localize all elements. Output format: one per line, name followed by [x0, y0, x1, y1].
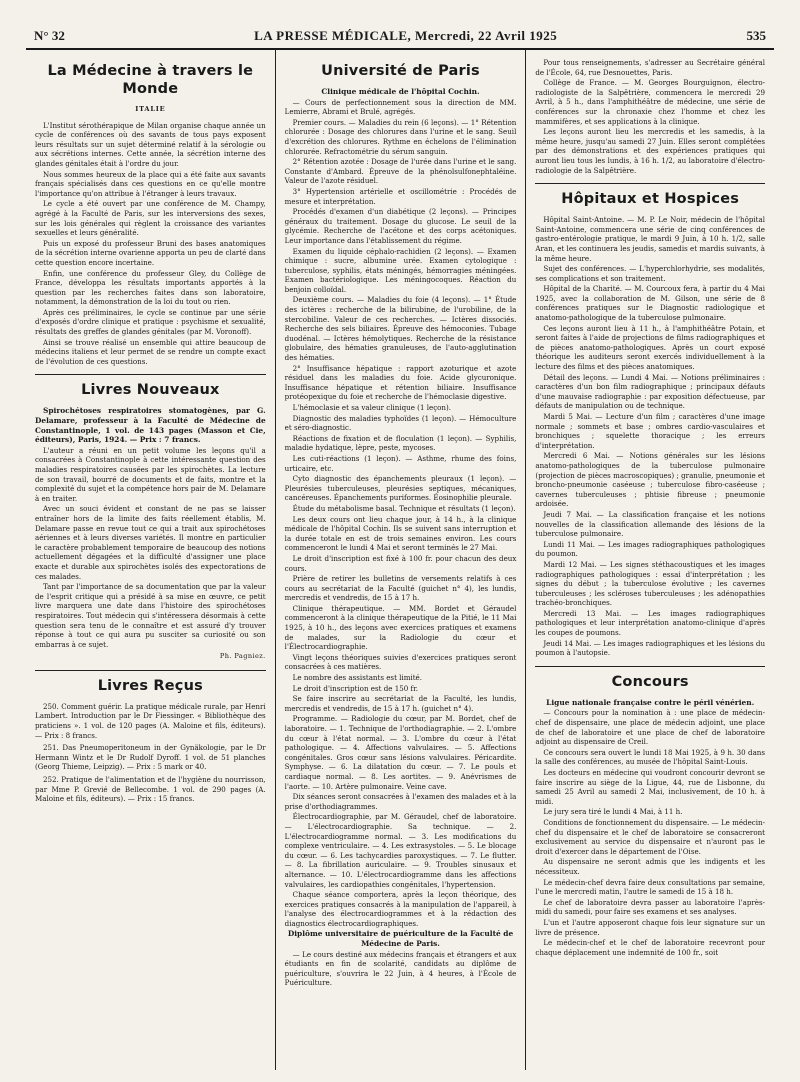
- paragraph: Étude du métabolisme basal. Technique et résultats (1 leçon).: [292, 503, 516, 513]
- paragraph: Électrocardiographie, par M. Géraudel, chef de laboratoire. — L'électrocardiographie. Sa technique. — 2. L'électrocardiogramme normal. — 3. Les modifications du complexe ventriculaire. — 4. Les extrasystoles. — 5. Le blocage du cœur. — 6. Les tachycardies paroxystiques. — 7. Le flutter. — 8. La fibrillation auriculaire. — 9. Troubles sinusaux et alternance. — 10. L'électrocardiogramme dans les affections valvulaires, les cardiopathies congénitales, l'hypertension.: [284, 812, 517, 889]
- paragraph: Avec un souci évident et constant de ne pas se laisser entraîner hors de la limite des faits réellement établis, M. Delamare passe en revue tout ce qui a trait aux spirochétoses aériennes et à leurs diverses variétés. Il montre en particulier le caractère probablement temporaire de beaucoup des notions actuellement dégagées et la difficulté d'assigner une place exacte et durable aux spirochètes isolés des expectorations de ces malades.: [35, 504, 266, 581]
- paragraph: Dix séances seront consacrées à l'examen des malades et à la prise d'orthodiagrammes.: [284, 792, 517, 811]
- paragraph: Ainsi se trouve réalisé un ensemble qui attire beaucoup de médecins italiens et leur permet de se rendre un compte exact de l'évolution de ces questions.: [35, 337, 266, 366]
- paragraph: Le droit d'inscription est fixé à 100 fr. pour chacun des deux cours.: [284, 553, 517, 573]
- paragraph: Mercredi 13 Mai. — Les images radiographiques pathologiques et leur interprétation anatomo-clinique d'après les coupes de poumons.: [535, 608, 766, 638]
- book-entry: 250. Comment guérir. La pratique médicale rurale, par Henri Lambert. Introduction par le Dr Fiessinger. « Bibliothèque des praticiens ». 1 vol. de 120 pages (A. Maloine et fils, éditeurs). — Prix : 8 francs.: [35, 701, 266, 740]
- article-heading-puericulture: Diplôme universitaire de puériculture de la Faculté de Médecine de Paris.: [287, 929, 514, 949]
- section-title-livres-nouveaux: Livres Nouveaux: [81, 382, 220, 399]
- section-title-concours: Concours: [611, 673, 689, 690]
- paragraph: Les leçons auront lieu les mercredis et les samedis, à la même heure, jusqu'au samedi 27 Juin. Elles seront complétées par des démonstrations et des expériences pratiques qui auront lieu tous les lundis, à 16 h. 1/2, au laboratoire d'électro-radiologie de la Salpêtrière.: [535, 127, 766, 175]
- paragraph: L'un et l'autre apposeront chaque fois leur signature sur un livre de présence.: [535, 917, 766, 937]
- paragraph: Jeudi 7 Mai. — La classification française et les notions nouvelles de la classification allemande des lésions de la tuberculose pulmonaire.: [535, 509, 766, 539]
- paragraph: Ce concours sera ouvert le lundi 18 Mai 1925, à 9 h. 30 dans la salle des conférences, au musée de l'hôpital Saint-Louis.: [535, 747, 766, 767]
- paragraph: Lundi 11 Mai. — Les images radiographiques pathologiques du poumon.: [535, 539, 766, 559]
- journal-title: LA PRESSE MÉDICALE, Mercredi, 22 Avril 1925: [254, 28, 558, 43]
- section-title-livres-recus: Livres Reçus: [97, 677, 203, 694]
- column-middle: [275, 50, 527, 1070]
- paragraph: Diagnostic des maladies typhoïdes (1 leçon). — Hémoculture et séro-diagnostic.: [284, 413, 517, 433]
- paragraph: Hôpital Saint-Antoine. — M. P. Le Noir, médecin de l'hôpital Saint-Antoine, commencera une série de cinq conférences de gastro-entérologie pratique, le mardi 9 Juin, à 10 h. 1/2, salle Aran, et les continuera les jeudis, samedis et mardis suivants, à la même heure.: [535, 215, 766, 263]
- paragraph: Puis un exposé du professeur Bruni des bases anatomiques de la sécrétion interne ovarienne apporta un peu de clarté dans cette question encore incertaine.: [35, 238, 266, 267]
- divider: [35, 670, 266, 671]
- paragraph: Tant par l'importance de sa documentation que par la valeur de l'esprit critique qui a présidé à sa mise en œuvre, ce petit livre marquera une date dans l'histoire des spirochétoses respiratoires. Tout médecin qui s'intéressera désormais à cette question sera tenu de le connaître et est assuré d'y trouver réponse à tout ce qui aura pu susciter sa curiosité ou son embarras à ce sujet.: [35, 582, 266, 649]
- paragraph: Programme. — Radiologie du cœur, par M. Bordet, chef de laboratoire. — 1. Technique de l'orthodiagraphie. — 2. L'ombre du cœur à l'état normal. — 3. L'ombre du cœur à l'état pathologique. — 4. Affections valvulaires. — 5. Affections congénitales. Gros cœur sans lésions valvulaires. Péricardite. Symphyse. — 6. La dilatation du cœur. — 7. Le pouls et cardiaque normal. — 8. Les aortites. — 9. Anévrismes de l'aorte. — 10. Artère pulmonaire. Veine cave.: [284, 714, 517, 791]
- paragraph: Le chef de laboratoire devra passer au laboratoire l'après-midi du samedi, pour faire ses examens et ses analyses.: [535, 897, 766, 917]
- paragraph: Procédés d'examen d'un diabétique (2 leçons). — Principes généraux du traitement. Dosage du glucose. Le seuil de la glycémie. Recherche de l'acétone et des corps acétoniques. Leur importance dans l'établissement du régime.: [284, 207, 517, 245]
- paragraph: Nous sommes heureux de la place qui a été faite aux savants français spécialisés dans ces questions en ce qu'elle montre l'importance qu'on attribue à l'étranger à leurs travaux.: [35, 169, 266, 198]
- paragraph: Au dispensaire ne seront admis que les indigents et les nécessiteux.: [535, 857, 766, 876]
- paragraph: Après ces préliminaires, le cycle se continue par une série d'exposés d'ordre clinique et pratique : psychisme et sexualité, résultats des greffes de glandes génitales (par M. Voronoff).: [35, 307, 266, 337]
- paragraph: Vingt leçons théoriques suivies d'exercices pratiques seront consacrées à ces matières.: [284, 652, 517, 672]
- paragraph: L'auteur a réuni en un petit volume les leçons qu'il a consacrées à Constantinople à cette intéressante question des maladies respiratoires causées par les spirochètes. La lecture de son travail, bourré de documents et de faits, montre et la complexité du sujet et la compétence hors pair de M. Delamare à en traiter.: [35, 445, 266, 503]
- paragraph: Détail des leçons. — Lundi 4 Mai. — Notions préliminaires : caractères d'un bon film radiographique ; principaux défauts d'une mauvaise radiographie : par exposition défectueuse, par défauts de manipulation ou de technique.: [535, 372, 766, 411]
- article-italie: [35, 121, 266, 367]
- paragraph: Le médecin-chef devra faire deux consultations par semaine, l'une le mercredi matin, l'autre le samedi de 15 à 18 h.: [535, 877, 766, 897]
- paragraph: Examen du liquide céphalo-rachidien (2 leçons). — Examen chimique : sucre, albumine urée. Examen cytologique : tuberculose, syphilis, états méningés, hémorragies méningées. Examen bactériologique. Les méningocoques. Réaction du benjoin colloïdal.: [284, 246, 517, 294]
- paragraph: L'hémoclasie et sa valeur clinique (1 leçon).: [292, 403, 452, 412]
- article-heading-ligue: Ligue nationale française contre le péril vénérien.: [546, 697, 755, 707]
- paragraph: L'Institut sérothérapique de Milan organise chaque année un cycle de conférences où des savants de tous pays exposent leurs résultats sur un sujet déterminé relatif à la sérologie ou aux sécrétions internes. Cette année, la sécrétion interne des glandes génitales était à l'ordre du jour.: [35, 120, 266, 168]
- section-title-universite: Université de Paris: [321, 63, 480, 79]
- paragraph: Conditions de fonctionnement du dispensaire. — Le médecin-chef du dispensaire et le chef de laboratoire se consacreront exclusivement au service du dispensaire et n'auront pas le droit d'exercer dans le département de l'Oise.: [535, 817, 766, 856]
- paragraph: Mardi 5 Mai. — Lecture d'un film ; caractères d'une image normale ; sommets et base ; ombres cardio-vasculaires et bronchiques ; squelette thoracique ; les erreurs d'interprétation.: [535, 412, 766, 450]
- divider: [35, 374, 266, 375]
- article-heading-cochin: Clinique médicale de l'hôpital Cochin.: [321, 87, 480, 96]
- book-entry: 252. Pratique de l'alimentation et de l'hygiène du nourrisson, par Mme P. Grevié de Bellecombe. 1 vol. de 290 pages (A. Maloine et fils, éditeurs). — Prix : 15 francs.: [35, 775, 266, 804]
- paragraph: Premier cours. — Maladies du rein (6 leçons). — 1° Rétention chlorurée : Dosage des chlorures dans l'urine et le sang. Seuil d'excrétion des chlorures. Rythme en échelons de l'élimination chlorurée. Refractométrie du sérum sanguin.: [284, 117, 517, 156]
- paragraph: — Cours de perfectionnement sous la direction de MM. Lemierre, Abrami et Brulé, agrégés.: [284, 97, 517, 117]
- divider: [535, 183, 765, 184]
- paragraph: Le droit d'inscription est de 150 fr.: [292, 683, 418, 693]
- paragraph: 2° Rétention azotée : Dosage de l'urée dans l'urine et le sang. Constante d'Ambard. Épreuve de la phénolsulfonephtaléine. Valeur de l'azote résiduel.: [284, 157, 517, 186]
- page-header: [26, 6, 774, 50]
- paragraph: Deuxième cours. — Maladies du foie (4 leçons). — 1° Étude des ictères : recherche de la bilirubine, de l'urobiline, de la stercobiline. Valeur de ces recherches. — Ictères dissociés. Recherche des sels biliaires. Épreuve des hémoconies. Tubage duodénal. — Ictères hémolytiques. Recherche de la résistance globulaire, des hématies granuleuses, de l'auto-agglutination des hématies.: [284, 295, 517, 363]
- page-number: 535: [746, 28, 766, 43]
- author-signature: Ph. Pagniez.: [219, 652, 266, 661]
- paragraph: Enfin, une conférence du professeur Gley, du Collège de France, développa les résultats importants apportés à la question par les recherches faites dans son laboratoire, notamment, la démonstration de la loi du tout ou rien.: [35, 268, 266, 307]
- paragraph: Réactions de fixation et de floculation (1 leçon). — Syphilis, maladie hydatique, lèpre, peste, mycoses.: [284, 433, 517, 453]
- paragraph: Clinique thérapeutique. — MM. Bordet et Géraudel commenceront à la clinique thérapeutique de la Pitié, le 11 Mai 1925, à 10 h., des leçons avec exercices pratiques et examens de malades, sur la Radiologie du cœur et l'Électrocardiographie.: [284, 603, 517, 652]
- paragraph: Mercredi 6 Mai. — Notions générales sur les lésions anatomo-pathologiques de la tuberculose pulmonaire (projection de pièces macroscopiques) ; granulie, pneumonie et broncho-pneumonie caséeuse ; tuberculose fibro-caséeuse ; cavernes tuberculeuses ; phtisie fibreuse ; pneumonie ardoisée.: [535, 451, 766, 509]
- column-left: [26, 50, 275, 1070]
- paragraph: Se faire inscrire au secrétariat de la Faculté, les lundis, mercredis et vendredis, de 15 à 17 h. (guichet n° 4).: [284, 694, 517, 713]
- paragraph: — Concours pour la nomination à : une place de médecin-chef de dispensaire, une place de médecin adjoint, une place de chef de laboratoire et une place de chef de laboratoire adjoint au dispensaire de Creil.: [535, 708, 766, 747]
- paragraph: Hôpital de la Charité. — M. Courcoux fera, à partir du 4 Mai 1925, avec la collaboration de M. Gilson, une série de 8 conférences pratiques sur le Diagnostic radiologique et anatomo-pathologique de la tuberculose pulmonaire.: [535, 284, 766, 323]
- paragraph: Cyto diagnostic des épanchements pleuraux (1 leçon). — Pleurésies tuberculeuses, pleurésies septiques, mécaniques, cancéreuses. Épanchements puriformes. Éosinophilie pleurale.: [284, 474, 517, 503]
- paragraph: Les docteurs en médecine qui voudront concourir devront se faire inscrire au siège de la Ligue, 44, rue de Lisbonne, du samedi 25 Avril au samedi 2 Mai, inclusivement, de 10 h. à midi.: [535, 768, 766, 806]
- paragraph: Jeudi 14 Mai. — Les images radiographiques et les lésions du poumon à l'autopsie.: [535, 638, 766, 658]
- paragraph: Mardi 12 Mai. — Les signes stéthacoustiques et les images radiographiques pathologiques : essai d'interprétation ; les signes du début ; la tuberculose évolutive ; les cavernes tuberculeuses ; les scléroses tuberculeuses ; les adénopathies trachéo-bronchiques.: [535, 559, 766, 608]
- paragraph: Sujet des conférences. — L'hyperchlorhydrie, ses modalités, ses complications et son traitement.: [535, 264, 766, 283]
- section-title-hopitaux: Hôpitaux et Hospices: [561, 191, 740, 208]
- paragraph: Collège de France. — M. Georges Bourguignon, électro-radiologiste de la Salpêtrière, commencera le mercredi 29 Avril, à 5 h., dans l'amphithéâtre de médecine, une série de conférences sur la chronaxie chez l'homme et chez les mammifères, et ses applications à la clinique.: [535, 78, 766, 126]
- columns: [26, 50, 774, 1070]
- paragraph: Les cuti-réactions (1 leçon). — Asthme, rhume des foins, urticaire, etc.: [284, 453, 517, 473]
- paragraph: Prière de retirer les bulletins de versements relatifs à ces cours au secrétariat de la Faculté (guichet n° 4), les lundis, mercredis et vendredis, de 15 à 17 h.: [284, 574, 517, 603]
- book-entry: 251. Das Pneumoperitoneum in der Gynäkologie, par le Dr Hermann Wintz et le Dr Rudolf Dyroff. 1 vol. de 51 planches (Georg Thieme, Leipzig). — Prix : 5 mark or 40.: [35, 743, 266, 772]
- paragraph: 2° Insuffisance hépatique : rapport azoturique et azote résiduel dans les maladies du foie. Acide glycuronique. Insuffisance hépatique et rétention biliaire. Insuffisance protéopexique du foie et recherche de l'hémoclasie digestive.: [284, 363, 517, 402]
- section-title-medecine: La Médecine à travers le Monde: [47, 63, 254, 97]
- paragraph: Le jury sera tiré le lundi 4 Mai, à 11 h.: [543, 807, 683, 817]
- section-subtitle-italie: ITALIE: [135, 105, 166, 113]
- column-right: [526, 50, 774, 1070]
- paragraph: Ces leçons auront lieu à 11 h., à l'amphithéâtre Potain, et seront faites à l'aide de projections de films radiographiques et de pièces anatomo-pathologiques. Après un court exposé théorique les auditeurs seront exercés individuellement à la lecture des films et des pièces anatomiques.: [535, 323, 766, 372]
- divider: [535, 666, 765, 667]
- paragraph: Le médecin-chef et le chef de laboratoire recevront pour chaque déplacement une indemnité de 100 fr., soit: [535, 938, 766, 957]
- paragraph: 3° Hypertension artérielle et oscillométrie : Procédés de mesure et interprétation.: [284, 186, 517, 206]
- issue-number: N° 32: [34, 28, 65, 43]
- book-heading: Spirochétoses respiratoires stomatogènes, par G. Delamare, professeur à la Faculté de Médecine de Constantinople, 1 vol. de 143 pages (Masson et Cie, éditeurs), Paris, 1924. — Prix : 7 francs.: [35, 406, 266, 445]
- paragraph: — Le cours destiné aux médecins français et étrangers et aux étudiants en fin de scolarité, candidats au diplôme de puériculture, s'ouvrira le 22 Juin, à 4 heures, à l'École de Puériculture.: [284, 949, 517, 988]
- paragraph: Le cycle a été ouvert par une conférence de M. Champy, agrégé à la Faculté de Paris, sur les interversions des sexes, sur les lois générales qui règlent la croissance des variantes sexuelles et leurs généralité.: [35, 199, 266, 238]
- paragraph: Chaque séance comportera, après la leçon théorique, des exercices pratiques consacrés à la manipulation de l'appareil, à l'analyse des électrocardiogrammes et à la rédaction des diagnostics électrocardiographiques.: [284, 890, 517, 928]
- paragraph: Le nombre des assistants est limité.: [292, 673, 423, 683]
- paragraph: Pour tous renseignements, s'adresser au Secrétaire général de l'École, 64, rue Desnouettes, Paris.: [535, 58, 766, 77]
- paragraph: Les deux cours ont lieu chaque jour, à 14 h., à la clinique médicale de l'hôpital Cochin. Ils se suivent sans interruption et la durée totale en est de trois semaines environ. Les cours commenceront le lundi 4 Mai et seront terminés le 27 Mai.: [284, 514, 517, 553]
